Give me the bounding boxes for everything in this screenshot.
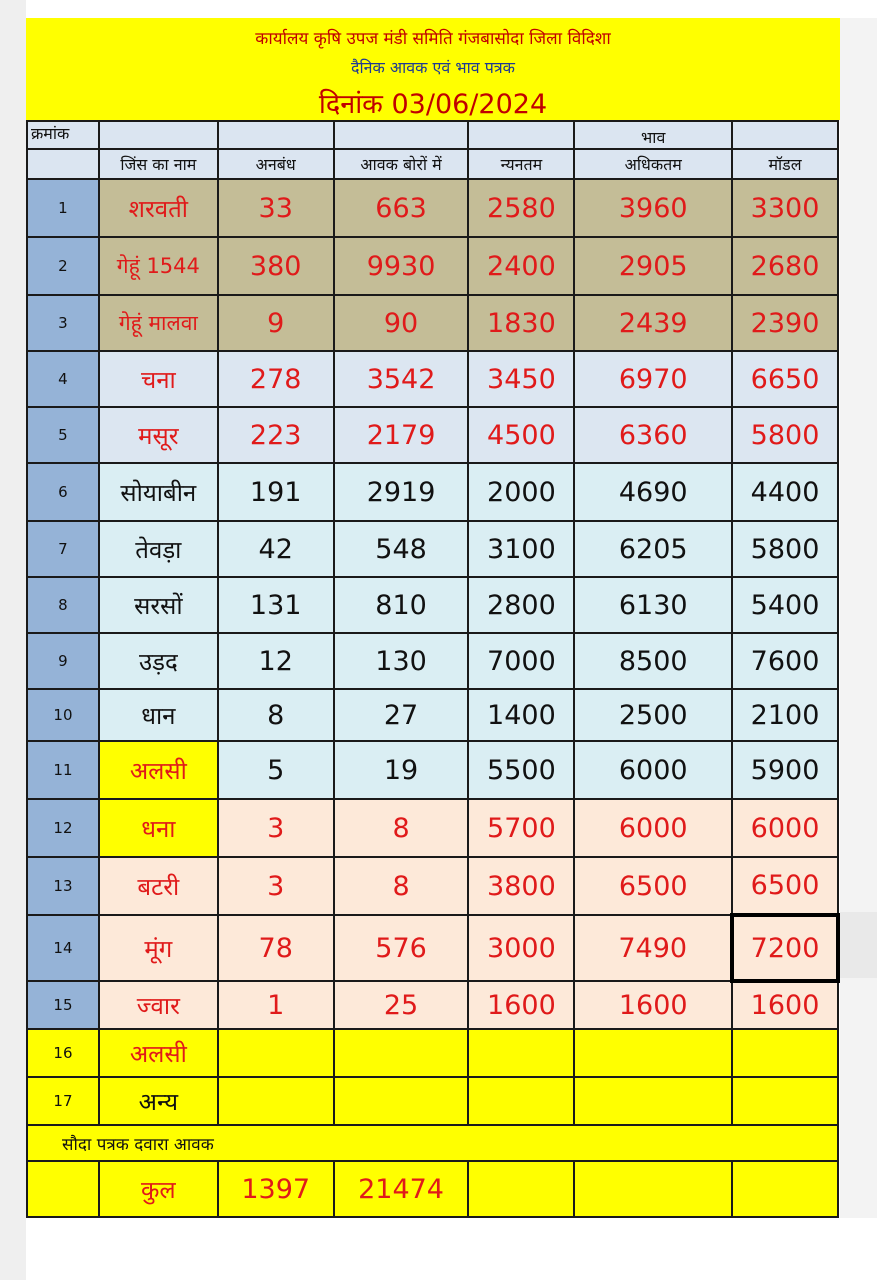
min-price-cell: 3800	[468, 857, 574, 915]
header-row-1	[27, 121, 838, 149]
col-header-min: न्यनतम	[468, 149, 574, 179]
table-row	[27, 521, 838, 577]
arrival-cell: 810	[334, 577, 469, 633]
serial-cell: 17	[27, 1077, 99, 1125]
serial-cell: 6	[27, 463, 99, 521]
min-price-cell	[468, 1077, 574, 1125]
min-price-cell: 7000	[468, 633, 574, 689]
table-row	[27, 689, 838, 741]
table-row	[27, 857, 838, 915]
max-price-cell: 6000	[574, 799, 732, 857]
table-row	[27, 295, 838, 351]
anubandh-cell: 278	[218, 351, 334, 407]
max-price-cell: 3960	[574, 179, 732, 237]
arrival-cell: 2919	[334, 463, 469, 521]
max-price-cell: 6205	[574, 521, 732, 577]
anubandh-cell	[218, 1077, 334, 1125]
total-arrival: 21474	[334, 1161, 469, 1217]
anubandh-cell: 3	[218, 857, 334, 915]
max-price-cell: 6500	[574, 857, 732, 915]
max-price-cell	[574, 1029, 732, 1077]
max-price-cell: 2500	[574, 689, 732, 741]
sauda-label: सौदा पत्रक दवारा आवक	[27, 1125, 838, 1161]
min-price-cell: 3000	[468, 915, 574, 981]
serial-cell: 16	[27, 1029, 99, 1077]
modal-price-cell: 5400	[732, 577, 838, 633]
arrival-cell	[334, 1077, 469, 1125]
right-margin	[840, 0, 877, 1280]
commodity-name: चना	[99, 351, 218, 407]
arrival-cell: 27	[334, 689, 469, 741]
commodity-name: गेहूं मालवा	[99, 295, 218, 351]
table-row	[27, 577, 838, 633]
arrival-cell: 2179	[334, 407, 469, 463]
min-price-cell: 2400	[468, 237, 574, 295]
commodity-name: धना	[99, 799, 218, 857]
min-price-cell: 1600	[468, 981, 574, 1029]
anubandh-cell	[218, 1029, 334, 1077]
anubandh-cell: 5	[218, 741, 334, 799]
max-price-cell: 6970	[574, 351, 732, 407]
serial-cell: 4	[27, 351, 99, 407]
sauda-row	[27, 1125, 838, 1161]
table-row	[27, 407, 838, 463]
col-header-serial: क्रमांक	[27, 121, 99, 149]
anubandh-cell: 131	[218, 577, 334, 633]
modal-price-cell: 1600	[732, 981, 838, 1029]
commodity-name: मसूर	[99, 407, 218, 463]
arrival-cell: 9930	[334, 237, 469, 295]
anubandh-cell: 1	[218, 981, 334, 1029]
anubandh-cell: 3	[218, 799, 334, 857]
commodity-name: मूंग	[99, 915, 218, 981]
total-label: कुल	[99, 1161, 218, 1217]
commodity-name: सोयाबीन	[99, 463, 218, 521]
table-row	[27, 237, 838, 295]
col-header-price-group: भाव	[574, 121, 732, 149]
min-price-cell: 3450	[468, 351, 574, 407]
serial-cell: 2	[27, 237, 99, 295]
arrival-price-table	[26, 120, 840, 1218]
modal-price-cell: 5800	[732, 521, 838, 577]
left-margin	[0, 0, 26, 1280]
anubandh-cell: 78	[218, 915, 334, 981]
commodity-name: शरवती	[99, 179, 218, 237]
arrival-cell: 576	[334, 915, 469, 981]
total-anubandh: 1397	[218, 1161, 334, 1217]
arrival-cell: 25	[334, 981, 469, 1029]
table-row	[27, 633, 838, 689]
commodity-name: धान	[99, 689, 218, 741]
total-row	[27, 1161, 838, 1217]
serial-cell: 9	[27, 633, 99, 689]
arrival-cell: 663	[334, 179, 469, 237]
max-price-cell: 2439	[574, 295, 732, 351]
serial-cell: 10	[27, 689, 99, 741]
min-price-cell: 5500	[468, 741, 574, 799]
anubandh-cell: 8	[218, 689, 334, 741]
min-price-cell	[468, 1029, 574, 1077]
serial-cell: 8	[27, 577, 99, 633]
arrival-cell: 19	[334, 741, 469, 799]
min-price-cell: 2000	[468, 463, 574, 521]
commodity-name: अन्य	[99, 1077, 218, 1125]
anubandh-cell: 12	[218, 633, 334, 689]
sheet-header	[26, 18, 840, 120]
arrival-cell: 3542	[334, 351, 469, 407]
report-subtitle: दैनिक आवक एवं भाव पत्रक	[351, 58, 515, 77]
col-header-modal: मॉडल	[732, 149, 838, 179]
max-price-cell: 2905	[574, 237, 732, 295]
serial-cell: 1	[27, 179, 99, 237]
table-row	[27, 463, 838, 521]
min-price-cell: 3100	[468, 521, 574, 577]
table-row	[27, 351, 838, 407]
modal-price-cell: 2680	[732, 237, 838, 295]
anubandh-cell: 191	[218, 463, 334, 521]
commodity-name: ज्वार	[99, 981, 218, 1029]
arrival-cell	[334, 1029, 469, 1077]
max-price-cell: 6000	[574, 741, 732, 799]
anubandh-cell: 9	[218, 295, 334, 351]
anubandh-cell: 42	[218, 521, 334, 577]
max-price-cell	[574, 1077, 732, 1125]
serial-cell: 5	[27, 407, 99, 463]
modal-price-cell: 5800	[732, 407, 838, 463]
report-date: दिनांक 03/06/2024	[318, 89, 548, 120]
arrival-cell: 8	[334, 857, 469, 915]
serial-cell: 3	[27, 295, 99, 351]
serial-cell: 13	[27, 857, 99, 915]
modal-price-cell: 2390	[732, 295, 838, 351]
min-price-cell: 1400	[468, 689, 574, 741]
max-price-cell: 6130	[574, 577, 732, 633]
col-header-max: अधिकतम	[574, 149, 732, 179]
anubandh-cell: 223	[218, 407, 334, 463]
modal-price-cell: 4400	[732, 463, 838, 521]
table-row	[27, 915, 838, 981]
commodity-name: बटरी	[99, 857, 218, 915]
commodity-name: अलसी	[99, 741, 218, 799]
serial-cell: 14	[27, 915, 99, 981]
table-row	[27, 981, 838, 1029]
col-header-anubandh: अनबंध	[218, 149, 334, 179]
table-row	[27, 1077, 838, 1125]
table-row	[27, 799, 838, 857]
commodity-name: सरसों	[99, 577, 218, 633]
commodity-name: गेहूं 1544	[99, 237, 218, 295]
modal-price-cell: 2100	[732, 689, 838, 741]
arrival-cell: 130	[334, 633, 469, 689]
modal-price-cell: 6000	[732, 799, 838, 857]
serial-cell: 11	[27, 741, 99, 799]
col-header-name: जिंस का नाम	[99, 149, 218, 179]
max-price-cell: 7490	[574, 915, 732, 981]
max-price-cell: 6360	[574, 407, 732, 463]
max-price-cell: 8500	[574, 633, 732, 689]
min-price-cell: 2800	[468, 577, 574, 633]
min-price-cell: 4500	[468, 407, 574, 463]
max-price-cell: 1600	[574, 981, 732, 1029]
serial-cell: 12	[27, 799, 99, 857]
price-sheet	[26, 18, 840, 1218]
commodity-name: उड़द	[99, 633, 218, 689]
table-row	[27, 179, 838, 237]
table-row	[27, 1029, 838, 1077]
modal-price-cell: 7600	[732, 633, 838, 689]
serial-cell: 15	[27, 981, 99, 1029]
serial-cell: 7	[27, 521, 99, 577]
modal-price-cell: 6500	[732, 857, 838, 915]
min-price-cell: 5700	[468, 799, 574, 857]
modal-price-cell	[732, 1077, 838, 1125]
commodity-name: तेवड़ा	[99, 521, 218, 577]
arrival-cell: 90	[334, 295, 469, 351]
modal-price-cell	[732, 1029, 838, 1077]
modal-price-cell: 6650	[732, 351, 838, 407]
modal-price-cell: 5900	[732, 741, 838, 799]
arrival-cell: 548	[334, 521, 469, 577]
header-row-2	[27, 149, 838, 179]
modal-price-cell-selected[interactable]: 7200	[732, 915, 838, 981]
table-row	[27, 741, 838, 799]
office-title: कार्यालय कृषि उपज मंडी समिति गंजबासोदा जिला विदिशा	[255, 29, 611, 49]
anubandh-cell: 33	[218, 179, 334, 237]
anubandh-cell: 380	[218, 237, 334, 295]
commodity-name: अलसी	[99, 1029, 218, 1077]
col-header-arrival: आवक बोरों में	[334, 149, 469, 179]
modal-price-cell: 3300	[732, 179, 838, 237]
arrival-cell: 8	[334, 799, 469, 857]
min-price-cell: 1830	[468, 295, 574, 351]
min-price-cell: 2580	[468, 179, 574, 237]
max-price-cell: 4690	[574, 463, 732, 521]
